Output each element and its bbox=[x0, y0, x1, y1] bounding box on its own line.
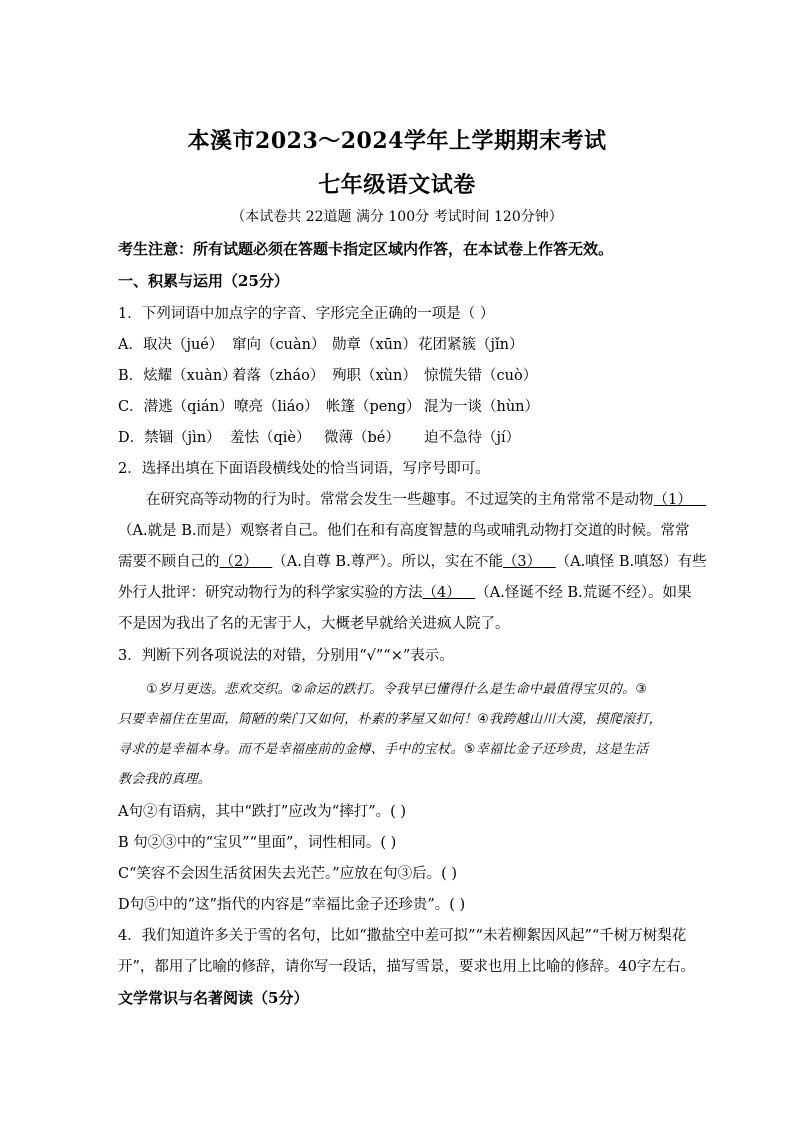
q3-passage-line-3: 寻求的是幸福本身。而不是幸福座前的金樽、手中的宝杖。⑤幸福比金子还珍贵，这是生活 bbox=[118, 742, 649, 757]
option-text: 迫不急待（jí） bbox=[424, 430, 521, 446]
blank-3: （3） bbox=[502, 554, 542, 570]
option-text: A．取决（jué） bbox=[118, 337, 224, 353]
passage-text: （A.嗔怪 B.嗔怒）有些 bbox=[555, 554, 707, 570]
option-text: C．潜逃（qián） bbox=[118, 399, 234, 415]
passage-text: （A.自尊 B.尊严）。所以，实在不能 bbox=[272, 554, 503, 570]
option-text: 帐篷（peng） bbox=[326, 399, 421, 415]
candidate-warning: 考生注意：所有试题必须在答题卡指定区域内作答，在本试卷上作答无效。 bbox=[118, 240, 614, 258]
q4-prompt-line-1: 4．我们知道许多关于雪的名句，比如“撒盐空中差可拟”“未若柳絮因风起”“千树万树梨花 bbox=[118, 928, 687, 944]
q1-stem: 1．下列词语中加点字的字音、字形完全正确的一项是（ ） bbox=[118, 306, 495, 322]
q3-statement-a: A句②有语病，其中“跌打”应改为“摔打”。( ) bbox=[118, 804, 407, 820]
section-heading-1: 一、积累与运用（25分） bbox=[118, 272, 289, 290]
passage-text: （A.怪诞不经 B.荒诞不经）。如果 bbox=[475, 585, 692, 601]
q4-prompt-line-2: 开”，都用了比喻的修辞，请你写一段话，描写雪景，要求也用上比喻的修辞。40字左右。 bbox=[118, 959, 695, 975]
q3-statement-d: D句⑤中的“这”指代的内容是“幸福比金子还珍贵”。( ) bbox=[118, 897, 466, 913]
option-text: 殉职（xùn） bbox=[332, 368, 417, 384]
q3-passage-line-2: 只要幸福住在里面，简陋的柴门又如何，朴素的茅屋又如何！④我跨越山川大漠，摸爬滚打， bbox=[118, 712, 662, 727]
option-text: 混为一谈（hùn） bbox=[424, 399, 540, 415]
blank-4-underline bbox=[461, 585, 476, 601]
exam-info-note: （本试卷共 22道题 满分 100分 考试时间 120分钟） bbox=[231, 209, 563, 225]
option-text: 羞怯（qiè） bbox=[230, 430, 311, 446]
option-text: 着落（zháo） bbox=[232, 368, 325, 384]
blank-1-underline bbox=[692, 492, 707, 508]
q2-passage-line-3 bbox=[118, 550, 707, 571]
option-text: 惊慌失错（cuò） bbox=[424, 368, 538, 384]
q1-option-d bbox=[118, 426, 678, 447]
q2-passage-line-2: （A.就是 B.而是）观察者自己。他们在和有高度智慧的鸟或哺乳动物打交道的时候。常常 bbox=[118, 523, 690, 539]
blank-1: （1） bbox=[653, 492, 692, 508]
option-text: 嘹亮（liáo） bbox=[234, 399, 319, 415]
q2-passage-line-4 bbox=[118, 581, 692, 602]
option-text: D．禁锢（jìn） bbox=[118, 430, 221, 446]
q1-option-a bbox=[118, 333, 678, 354]
option-text: 花团紧簇（jǐn） bbox=[418, 337, 524, 353]
exam-subtitle: 七年级语文试卷 bbox=[318, 172, 476, 198]
blank-3-underline bbox=[541, 554, 556, 570]
blank-2-underline bbox=[258, 554, 273, 570]
passage-text: 在研究高等动物的行为时。常常会发生一些趣事。不过逗笑的主角常常不是动物 bbox=[146, 492, 654, 508]
blank-2: （2） bbox=[219, 554, 258, 570]
q2-passage-line-5: 不是因为我出了名的无害于人，大概老早就给关进疯人院了。 bbox=[118, 616, 510, 632]
q3-statement-b: B 句②③中的“宝贝”“里面”，词性相同。( ) bbox=[118, 835, 397, 851]
blank-4: （4） bbox=[422, 585, 461, 601]
option-text: 窜向（cuàn） bbox=[232, 337, 326, 353]
passage-text: 外行人批评：研究动物行为的科学家实验的方法 bbox=[118, 585, 423, 601]
passage-text: 需要不顾自己的 bbox=[118, 554, 220, 570]
q3-statement-c: C“笑容不会因生活贫困失去光芒。”应放在句③后。( ) bbox=[118, 866, 458, 882]
section-heading-2: 文学常识与名著阅读（5分） bbox=[118, 989, 309, 1007]
q3-passage-line-4: 教会我的真理。 bbox=[118, 772, 212, 787]
q1-option-b bbox=[118, 364, 678, 385]
option-text: 勋章（xūn） bbox=[332, 337, 417, 353]
q3-passage-line-1: ①岁月更迭。悲欢交织。②命运的跌打。令我早已懂得什么是生命中最值得宝贝的。③ bbox=[146, 682, 648, 697]
q2-passage-line-1 bbox=[146, 488, 692, 509]
q2-stem: 2．选择出填在下面语段横线处的恰当词语，写序号即可。 bbox=[118, 461, 490, 477]
option-text: 微薄（bé） bbox=[324, 430, 400, 446]
q1-option-c bbox=[118, 395, 678, 416]
exam-title: 本溪市2023～2024学年上学期期末考试 bbox=[187, 128, 607, 154]
q3-stem: 3．判断下列各项说法的对错，分别用“√”“×”表示。 bbox=[118, 648, 454, 664]
option-text: B．炫耀（xuàn） bbox=[118, 368, 237, 384]
